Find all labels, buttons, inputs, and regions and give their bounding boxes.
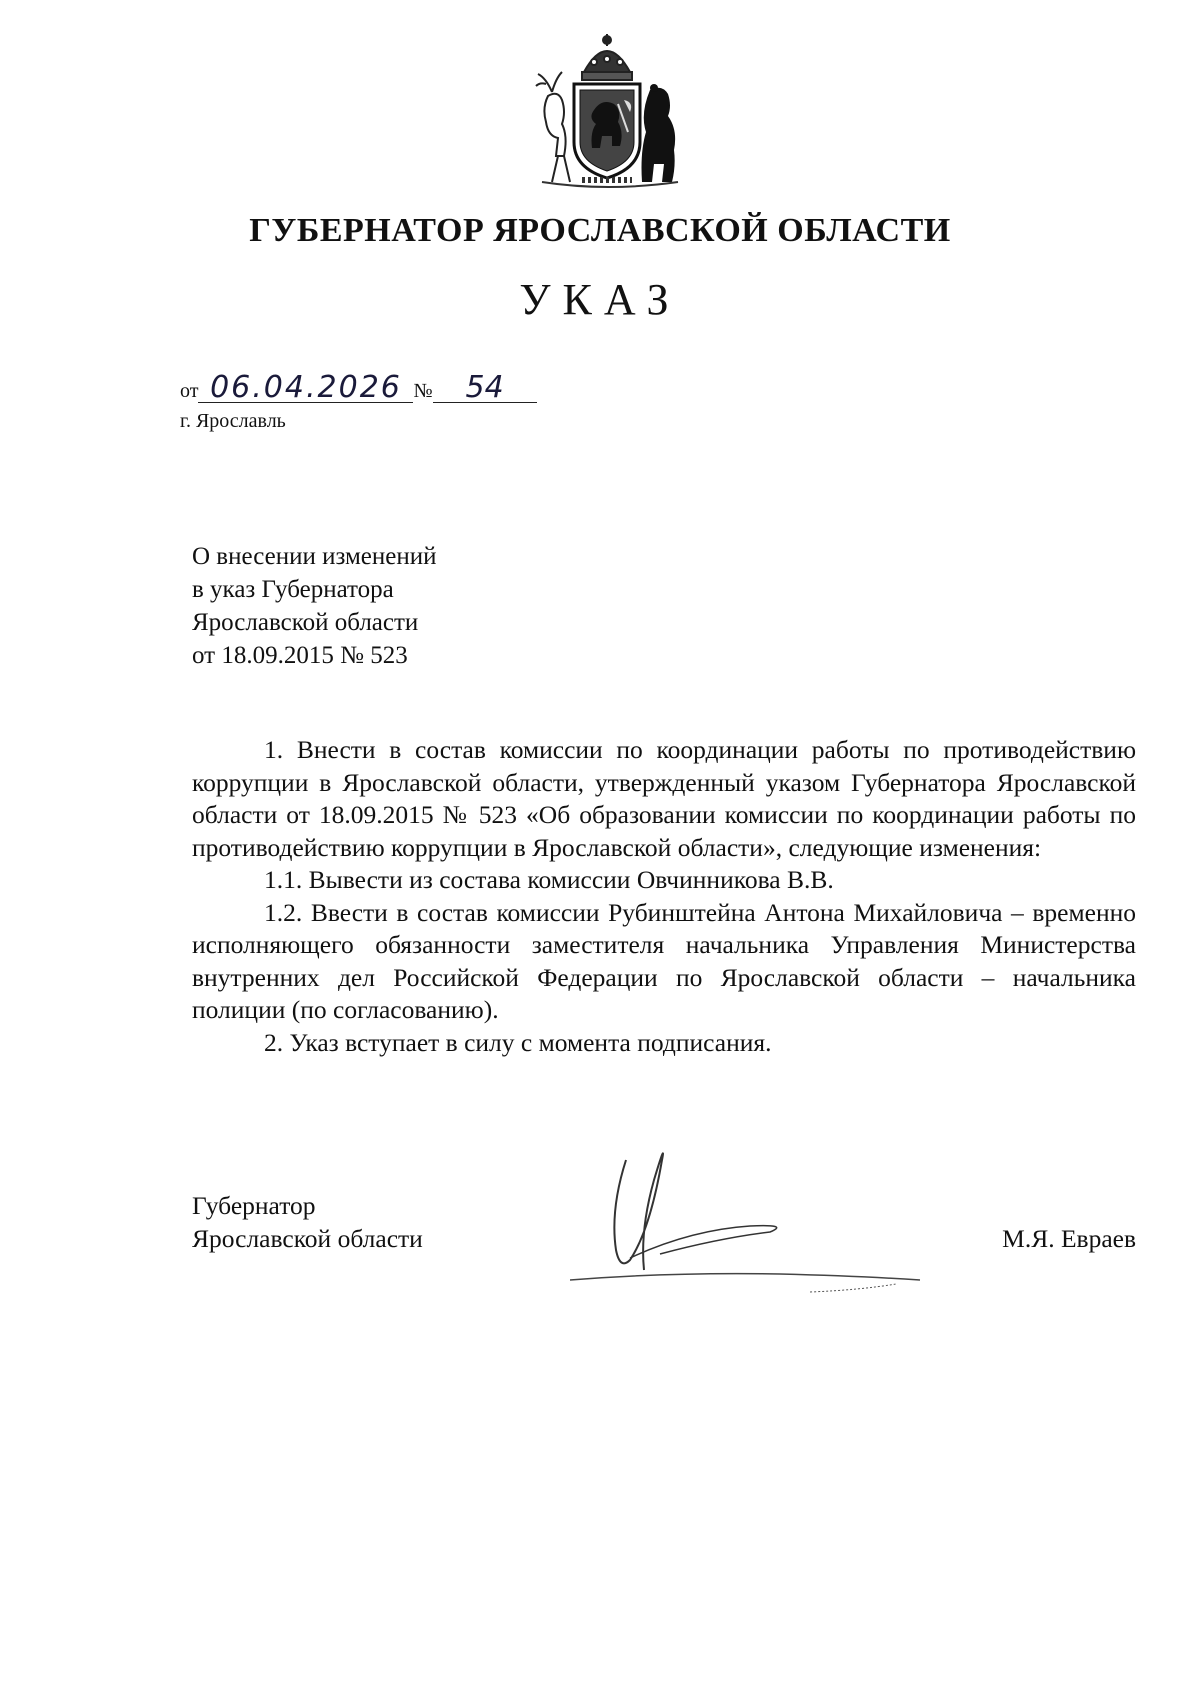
number-prefix: № [413,380,433,402]
date-prefix: от [180,380,199,402]
document-type: УКАЗ [519,275,681,324]
signatory-title-line: Губернатор [192,1191,316,1220]
signatory-name: М.Я. Евраев [1002,1224,1136,1253]
subject-line: в указ Губернатора [192,576,394,603]
handwritten-date: 06.04.2026 [198,374,413,403]
handwritten-number: 54 [433,374,537,403]
signatory-title-line: Ярославской области [192,1224,423,1253]
subject-line: Ярославской области [192,609,419,636]
decree-body [192,734,1136,1059]
signatory-title [192,1189,423,1255]
issuing-authority: ГУБЕРНАТОР ЯРОСЛАВСКОЙ ОБЛАСТИ [249,212,951,249]
handwritten-signature-icon [570,1120,930,1300]
subject-line: от 18.09.2015 № 523 [192,642,408,669]
body-paragraph: 1.2. Ввести в состав комиссии Рубинштейна Антона Михайловича – временно исполняющего обязанности заместителя начальника Управления Министерства внутренних дел Российской Федерации по Ярославской области – начальника полиции (по согласованию). [192,897,1136,1024]
body-paragraph: 2. Указ вступает в силу с момента подписания. [264,1027,772,1057]
yaroslavl-coat-of-arms-icon [532,32,682,188]
city-line: г. Ярославль [180,410,286,432]
decree-subject [192,540,437,672]
body-paragraph: 1. Внести в состав комиссии по координации работы по противодействию коррупции в Ярославской области, утвержденный указом Губернатора Ярославской области от 18.09.2015 № 523 «Об образовании комиссии по координации работы по противодействию коррупции в Ярославской области», следующие изменения: [192,735,1136,862]
date-number-line [180,370,537,405]
subject-line: О внесении изменений [192,543,437,570]
body-paragraph: 1.1. Вывести из состава комиссии Овчинникова В.В. [264,865,834,894]
